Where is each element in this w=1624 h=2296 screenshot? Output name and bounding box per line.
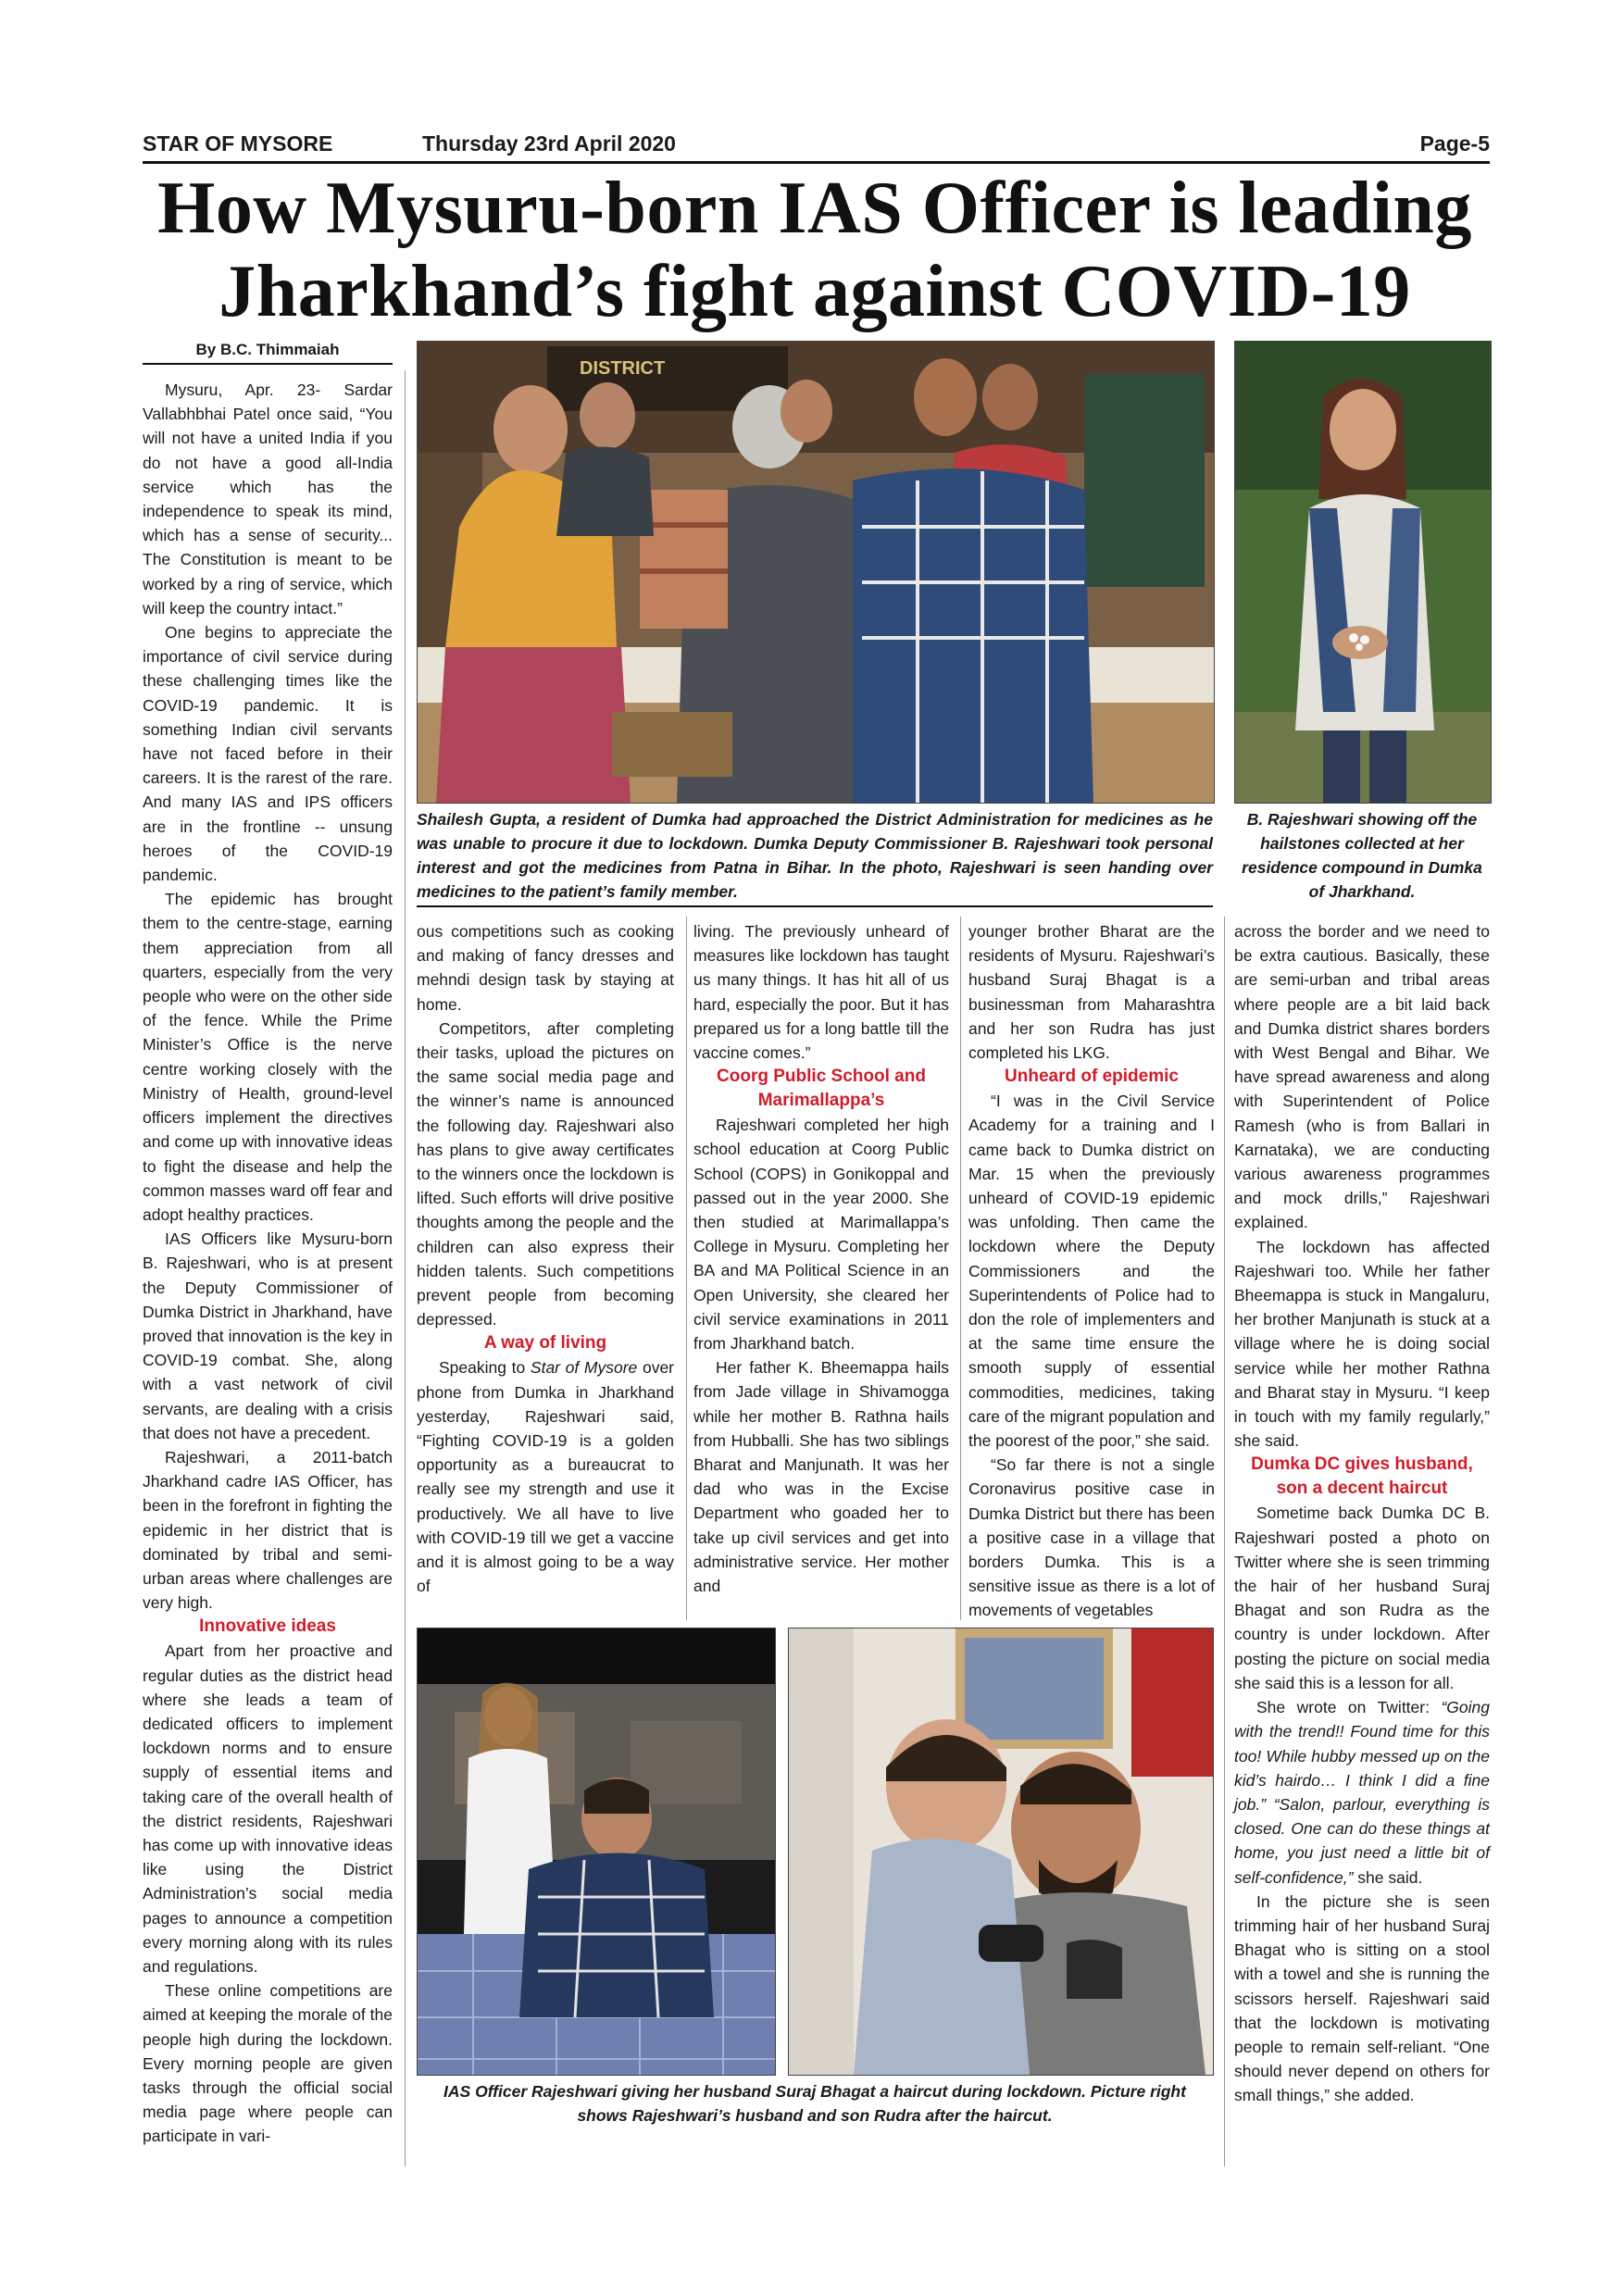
article-column-4 (968, 919, 1215, 1623)
paragraph: “So far there is not a single Coronavirus positive case in Dumka District but there has been a positive case in a village that borders Dumka. This is a sensitive issue as there is a lot of movements of vegetables (968, 1455, 1215, 1620)
subheading-way-of-living: A way of living (483, 1333, 607, 1354)
column-rule-2 (686, 917, 687, 1620)
paragraph: younger brother Bharat are the residents of Mysuru. Rajeshwari’s husband Suraj Bhagat is a businessman from Maharashtra and her son Rudra has just completed his LKG. (968, 922, 1215, 1063)
photo-haircut-son (788, 1628, 1214, 2076)
subheading-innovative-ideas: Innovative ideas (199, 1616, 336, 1637)
caption-hailstones: B. Rajeshwari showing off the hailstones collected at her residence compound in Dumka of Jharkhand. (1242, 810, 1482, 901)
subheading-dumka-dc-haircut: Dumka DC gives husband, son a decent haircut (1251, 1454, 1473, 1499)
masthead-rule (143, 161, 1490, 164)
issue-date: Thursday 23rd April 2020 (422, 131, 676, 156)
paragraph-run: she said. (1353, 1867, 1423, 1887)
article-column-2 (417, 919, 674, 1598)
byline-rule (143, 363, 393, 365)
photo-medicine-handover (417, 341, 1215, 804)
paragraph: The lockdown has affected Rajeshwari too. While her father Bheemappa is stuck in Mangaluru, her brother Manjunath is stuck at a village where he is doing social service while her mother Rathna and Bharat stay in Mysuru. “I keep in touch with my family regularly,” she said. (1234, 1237, 1490, 1451)
article-column-3 (693, 919, 949, 1598)
paragraph-run: Speaking to (439, 1358, 531, 1378)
headline (130, 167, 1500, 333)
article-column-1 (143, 378, 393, 2149)
photo-hailstones (1234, 341, 1492, 804)
headline-line-2: Jharkhand’s fight against COVID-19 (219, 251, 1411, 332)
caption-rule-main (417, 905, 1213, 907)
column-rule-3 (960, 917, 961, 1620)
photo-hailstones-image (1235, 342, 1491, 803)
photo-board-text: DISTRICT (580, 358, 666, 379)
paragraph: Sometime back Dumka DC B. Rajeshwari posted a photo on Twitter where she is seen trimming the hair of her husband Suraj Bhagat and son Rudra as the country is under lockdown. After posting the picture on social media she said this is a lesson for all. (1234, 1504, 1490, 1692)
paragraph (417, 1355, 674, 1598)
paragraph: Her father K. Bheemappa hails from Jade village in Shivamogga while her mother B. Rathna hails from Hubballi. She has two siblings Bharat and Manjunath. It was her dad who was in the Excise Department who goaded her to take up civil services and get into administrative service. Her mother and (693, 1358, 949, 1596)
photo-haircut-husband-image (418, 1628, 775, 2075)
paragraph: Rajeshwari completed her high school education at Coorg Public School (COPS) in Gonikoppal and passed out in the year 2000. She then studied at Marimallappa’s College in Mysuru. Completing her BA and MA Political Science in an Open University, she cleared her civil service examinations in 2011 from Jharkhand batch. (693, 1116, 949, 1354)
paragraph: living. The previously unheard of measures like lockdown has taught us many things. It has hit all of us hard, especially the poor. But it has prepared us for a long battle till the vaccine comes.” (693, 922, 949, 1063)
twitter-quote: “Going with the trend!! Found time for this too! While hubby messed up on the kid’s hairdo… I think I did a fine job.” “Salon, parlour, everything is closed. One can do these things at home, you just need a little bit of self-confidence,” (1234, 1698, 1490, 1887)
publication-name: STAR OF MYSORE (143, 131, 333, 156)
photo-haircut-son-image (789, 1628, 1213, 2075)
subheading-coorg-public-school: Coorg Public School and Marimallappa’s (717, 1067, 926, 1111)
subheading-unheard-of-epidemic: Unheard of epidemic (1005, 1067, 1179, 1087)
byline: By B.C. Thimmaiah (195, 341, 340, 358)
publication-mention: Star of Mysore (530, 1358, 638, 1378)
paragraph: “I was in the Civil Service Academy for a training and I came back to Dumka district on Mar. 15 when the previously unheard of COVID-19 epidemic was unfolding. Then came the lockdown where the Deputy Commissioners and the Superintendents of Police had to don the role of implementers and at the same time ensure the smooth supply of essential commodities, medicines, taking care of the migrant population and the poorest of the poor,” she said. (968, 1092, 1215, 1451)
column-rule-4 (1224, 917, 1225, 2166)
paragraph-run: She wrote on Twitter: (1256, 1698, 1442, 1717)
paragraph: ous competitions such as cooking and making of fancy dresses and mehndi design task by staying at home. (417, 922, 674, 1014)
paragraph: These online competitions are aimed at keeping the morale of the people high during the lockdown. Every morning people are given tasks through the official social media page where people can participate in vari- (143, 1981, 393, 2146)
paragraph: IAS Officers like Mysuru-born B. Rajeshwari, who is at present the Deputy Commissioner of Dumka District in Jharkhand, have proved that innovation is the key in COVID-19 combat. She, along with a vast network of civil servants, are dealing with a crisis that does not have a precedent. (143, 1229, 393, 1442)
caption-medicine-handover: Shailesh Gupta, a resident of Dumka had approached the District Administration for medicines as he was unable to procure it due to lockdown. Dumka Deputy Commissioner B. Rajeshwari took personal interest and got the medicines from Patna in Bihar. In the photo, Rajeshwari is seen handing over medicines to the patient’s family member. (417, 810, 1213, 901)
column-rule-1 (405, 370, 406, 2166)
paragraph: across the border and we need to be extra cautious. Basically, these are semi-urban and tribal areas where people are a bit laid back and Dumka district shares borders with West Bengal and Bihar. We have spread awareness and along with Superintendent of Police Ramesh (who is from Ballari in Karnataka), we are conducting various awareness programmes and mock drills,” Rajeshwari explained. (1234, 922, 1490, 1232)
paragraph: The epidemic has brought them to the centre-stage, earning them appreciation from all quarters, especially from the very people who were on the other side of the fence. While the Prime Minister’s Office is the nerve centre working closely with the Ministry of Health, ground-level officers implement the directives and come up with innovative ideas to fight the disease and help the common masses ward off fear and adopt healthy practices. (143, 890, 393, 1224)
paragraph: In the picture she is seen trimming hair of her husband Suraj Bhagat who is sitting on a stool with a towel and she is running the scissors herself. Rajeshwari said that the lockdown is motivating people to remain self-reliant. “One should never depend on others for small things,” she added. (1234, 1891, 1490, 2105)
paragraph: Mysuru, Apr. 23- Sardar Vallabhbhai Patel once said, “You will not have a united India if you do not have a good all-India service which has the independence to speak its mind, which has a sense of security... The Constitution is meant to be worked by a ring of service, which will keep the country intact.” (143, 381, 393, 618)
caption-haircut: IAS Officer Rajeshwari giving her husband Suraj Bhagat a haircut during lockdown. Picture right shows Rajeshwari’s husband and son Rudra after the haircut. (443, 2082, 1186, 2125)
article-column-5 (1234, 919, 1490, 2108)
headline-line-1: How Mysuru-born IAS Officer is leading (157, 168, 1472, 249)
page-number: Page-5 (1419, 131, 1490, 156)
photo-medicine-handover-image (418, 342, 1214, 803)
masthead (143, 131, 1490, 161)
photo-haircut-husband (417, 1628, 776, 2076)
paragraph: Rajeshwari, a 2011-batch Jharkhand cadre IAS Officer, has been in the forefront in fighting the epidemic in her district that is dominated by tribal and semi-urban areas where challenges are very high. (143, 1447, 393, 1613)
paragraph: Apart from her proactive and regular duties as the district head where she leads a team of dedicated officers to implement lockdown norms and to ensure supply of essential items and taking care of the overall health of the district residents, Rajeshwari has come up with innovative ideas like using the District Administration’s social media pages to announce a competition every morning along with its rules and regulations. (143, 1641, 393, 1976)
paragraph: Competitors, after completing their tasks, upload the pictures on the same social media page and the winner’s name is announced the following day. Rajeshwari also has plans to give away certificates to the winners once the lockdown is lifted. Such efforts will drive positive thoughts among the people and the children can also express their hidden talents. Such competitions prevent people from becoming depressed. (417, 1018, 674, 1329)
paragraph (1234, 1695, 1490, 1890)
paragraph-run: over phone from Dumka in Jharkhand yesterday, Rajeshwari said, “Fighting COVID-19 is a golden opportunity as a bureaucrat to really see my strength and use it productively. We all have to live with COVID-19 till we get a vaccine and it is almost going to be a way of (417, 1358, 675, 1596)
paragraph: One begins to appreciate the importance of civil service during these challenging times like the COVID-19 pandemic. It is something Indian civil servants have not faced before in their careers. It is the rarest of the rare. And many IAS and IPS officers are in the frontline -- unsung heroes of the COVID-19 pandemic. (143, 623, 393, 885)
